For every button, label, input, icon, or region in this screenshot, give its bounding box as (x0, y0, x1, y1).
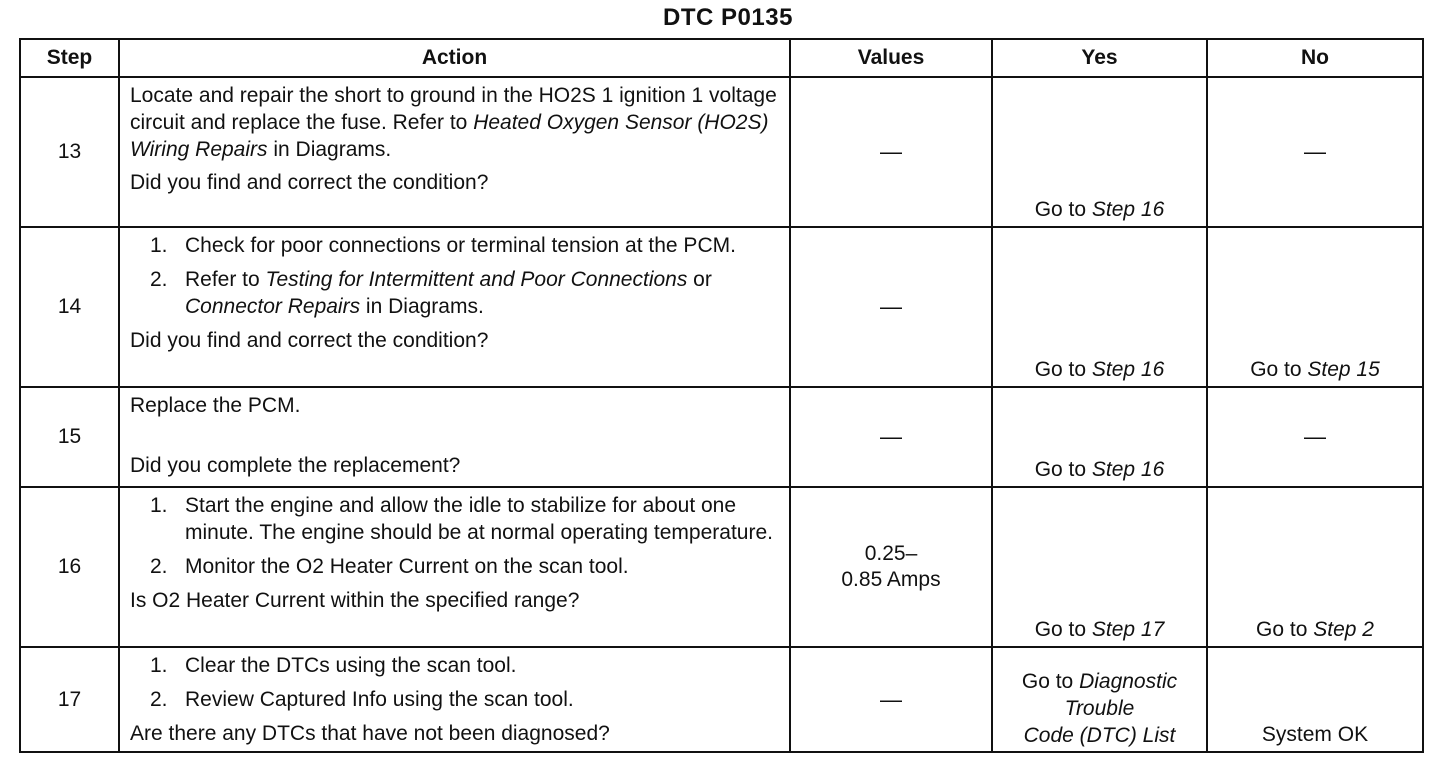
step-number: 14 (20, 227, 119, 387)
action-cell (119, 387, 790, 487)
header-no: No (1207, 39, 1423, 77)
header-yes: Yes (992, 39, 1207, 77)
table-row (20, 387, 1423, 487)
step-number: 13 (20, 77, 119, 227)
page-title: DTC P0135 (663, 4, 793, 31)
list-item: 1. Start the engine and allow the idle to stabilize for about one minute. The engine should be at normal operating temperature. (150, 494, 773, 544)
list-item: 1. Check for poor connections or terminal tension at the PCM. (150, 234, 736, 257)
no-cell: System OK (1207, 647, 1423, 752)
values-cell: 0.25– 0.85 Amps (790, 487, 992, 647)
action-list (130, 492, 779, 580)
action-list (130, 652, 779, 713)
list-item: 2. Review Captured Info using the scan tool. (150, 688, 574, 711)
action-list (130, 232, 779, 320)
action-cell (119, 77, 790, 227)
dtc-table (19, 38, 1424, 753)
table-row (20, 227, 1423, 387)
action-question: Are there any DTCs that have not been diagnosed? (130, 722, 610, 745)
values-cell: — (790, 77, 992, 227)
yes-cell: Go to Step 17 (992, 487, 1207, 647)
list-item: 2. Refer to Testing for Intermittent and Poor Connections or Connector Repairs in Diagrams. (150, 268, 712, 318)
no-cell: — (1207, 387, 1423, 487)
step-number: 16 (20, 487, 119, 647)
step-number: 17 (20, 647, 119, 752)
action-question: Did you find and correct the condition? (130, 329, 489, 352)
action-cell (119, 487, 790, 647)
header-values: Values (790, 39, 992, 77)
step-number: 15 (20, 387, 119, 487)
yes-cell: Go to Step 16 (992, 387, 1207, 487)
yes-cell: Go to Diagnostic Trouble Code (DTC) List (992, 647, 1207, 752)
values-cell: — (790, 227, 992, 387)
action-question: Did you find and correct the condition? (130, 171, 489, 194)
list-item: 2. Monitor the O2 Heater Current on the scan tool. (150, 555, 629, 578)
no-cell: Go to Step 15 (1207, 227, 1423, 387)
table-row (20, 487, 1423, 647)
list-item: 1. Clear the DTCs using the scan tool. (150, 654, 517, 677)
no-cell: Go to Step 2 (1207, 487, 1423, 647)
header-step: Step (20, 39, 119, 77)
table-row (20, 647, 1423, 752)
values-cell: — (790, 387, 992, 487)
action-question: Did you complete the replacement? (130, 454, 461, 477)
header-row (20, 39, 1423, 77)
action-cell (119, 227, 790, 387)
yes-cell: Go to Step 16 (992, 227, 1207, 387)
table-row (20, 77, 1423, 227)
action-text: Locate and repair the short to ground in the HO2S 1 ignition 1 voltage circuit and replace the fuse. Refer to Heated Oxygen Sensor (HO2S) Wiring Repairs in Diagrams. (130, 84, 777, 161)
action-cell (119, 647, 790, 752)
action-text: Replace the PCM. (130, 394, 301, 417)
header-action: Action (119, 39, 790, 77)
values-cell: — (790, 647, 992, 752)
yes-cell: Go to Step 16 (992, 77, 1207, 227)
no-cell: — (1207, 77, 1423, 227)
action-question: Is O2 Heater Current within the specified range? (130, 589, 580, 612)
